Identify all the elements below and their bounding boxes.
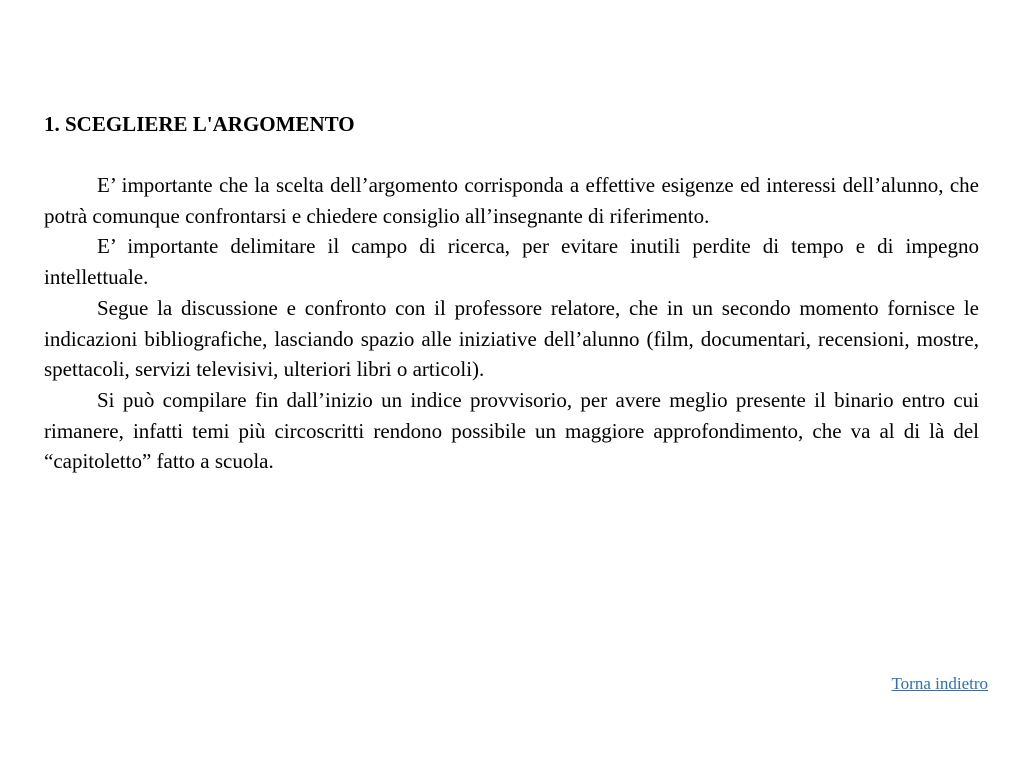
paragraph-research-scope: E’ importante delimitare il campo di ricerca, per evitare inutili perdite di tempo e di impegno intellettuale. [44, 234, 979, 290]
section-heading: 1. SCEGLIERE L'ARGOMENTO [44, 112, 355, 136]
body-text [44, 170, 979, 477]
paragraph-discussion: Segue la discussione e confronto con il professore relatore, che in un secondo momento fornisce le indicazioni bibliografiche, lasciando spazio alle iniziative dell’alunno (film, documentari, recensioni, mostre, spettacoli, servizi televisivi, ulteriori libri o articoli). [44, 295, 979, 382]
back-link[interactable]: Torna indietro [891, 674, 988, 693]
paragraph-topic-choice: E’ importante che la scelta dell’argomento corrisponda a effettive esigenze ed interessi dell’alunno, che potrà comunque confrontarsi e chiedere consiglio all’insegnante di riferimento. [44, 173, 979, 228]
paragraph-provisional-index: Si può compilare fin dall’inizio un indice provvisorio, per avere meglio presente il binario entro cui rimanere, infatti temi più circoscritti rendono possibile un maggiore approfondimento, che va al di là del “capitoletto” fatto a scuola. [44, 387, 979, 474]
